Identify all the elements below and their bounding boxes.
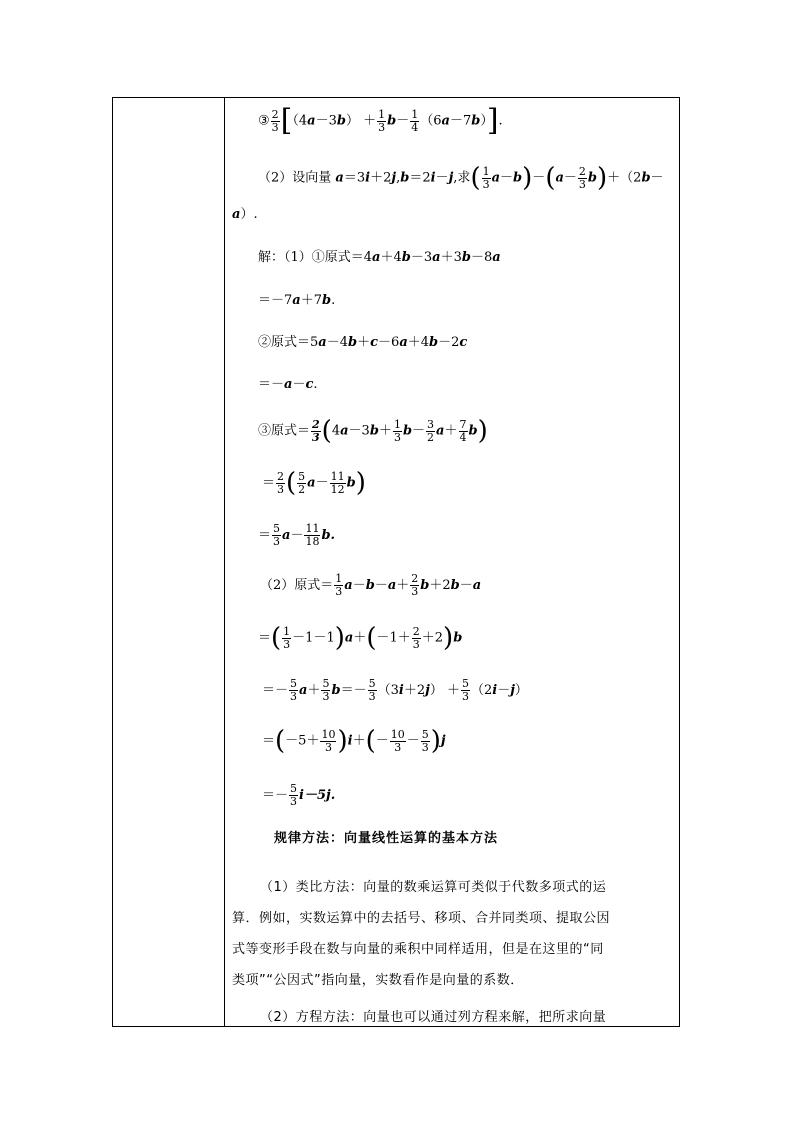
- problem-item-3: ③ $\frac{2}{3}$ [（4a－3b） ＋ $\frac{1}{3}$ b－ $\frac{1}{4}$ （6a－7b）].: [258, 103, 503, 138]
- solution-part-2-step-3: ＝－ $\frac{5}{3}$ a＋ $\frac{5}{3}$ b＝－ $\frac{5}{3}$ （3i＋2j） ＋ $\frac{5}{3}$ （2i－j）: [262, 677, 528, 703]
- solution-step-1-result: ＝－7a＋7b.: [258, 293, 336, 308]
- method-para2-line1: （2）方程方法：向量也可以通过列方程来解，把所求向量: [260, 1010, 607, 1025]
- method-para1-line3: 式等变形手段在数与向量的乘积中同样适用，但是在这里的“同: [232, 942, 604, 957]
- method-para1-line2: 算．例如，实数运算中的去括号、移项、合并同类项、提取公因: [232, 911, 611, 926]
- solution-step-1: 解：（1）①原式＝4a＋4b－3a＋3b－8a: [258, 250, 501, 265]
- method-paragraph-1: [232, 872, 670, 996]
- problem-part-2-end: a）.: [232, 207, 258, 222]
- problem-part-2: （2）设向量 a＝3i＋2j,b＝2i－j,求( $\frac{1}{3}$ a－b)－(a－ $\frac{2}{3}$ b)＋（2b－: [258, 163, 664, 193]
- table-column-divider: [224, 97, 225, 1027]
- solution-part-2-step-2: ＝( $\frac{1}{3}$ －1－1)a＋(－1＋ $\frac{2}{3}$ ＋2)b: [258, 623, 463, 653]
- solution-step-3b: ＝ $\frac{2}{3}$ ( $\frac{5}{2}$ a－ $\frac{11}{12}$ b): [262, 468, 366, 498]
- method-paragraph-2: [232, 1002, 670, 1033]
- solution-part-2: （2）原式＝ $\frac{1}{3}$ a－b－a＋ $\frac{2}{3}$ b＋2b－a: [260, 572, 482, 598]
- method-para1-line4: 类项”“公因式”指向量，实数看作是向量的系数．: [232, 973, 524, 988]
- solution-step-2-result: ＝－a－c.: [258, 377, 318, 392]
- solution-step-3-result: ＝ $\frac{5}{3}$ a－ $\frac{11}{18}$ b.: [258, 522, 336, 548]
- solution-step-2: ②原式＝5a－4b＋c－6a＋4b－2c: [258, 335, 468, 350]
- method-para1-line1: （1）类比方法：向量的数乘运算可类似于代数多项式的运: [260, 880, 607, 895]
- solution-part-2-step-4: ＝(－5＋ $\frac{10}{3}$ )i＋(－ $\frac{10}{3}$ － $\frac{5}{3}$ )j: [262, 726, 446, 756]
- method-heading: 规律方法：向量线性运算的基本方法: [274, 831, 499, 846]
- solution-part-2-result: ＝－ $\frac{5}{3}$ i－5j.: [262, 782, 336, 808]
- solution-step-3: ③原式＝ $\frac{2}{3}$ (4a－3b＋ $\frac{1}{3}$ b－ $\frac{3}{2}$ a＋ $\frac{7}{4}$ b): [258, 416, 488, 446]
